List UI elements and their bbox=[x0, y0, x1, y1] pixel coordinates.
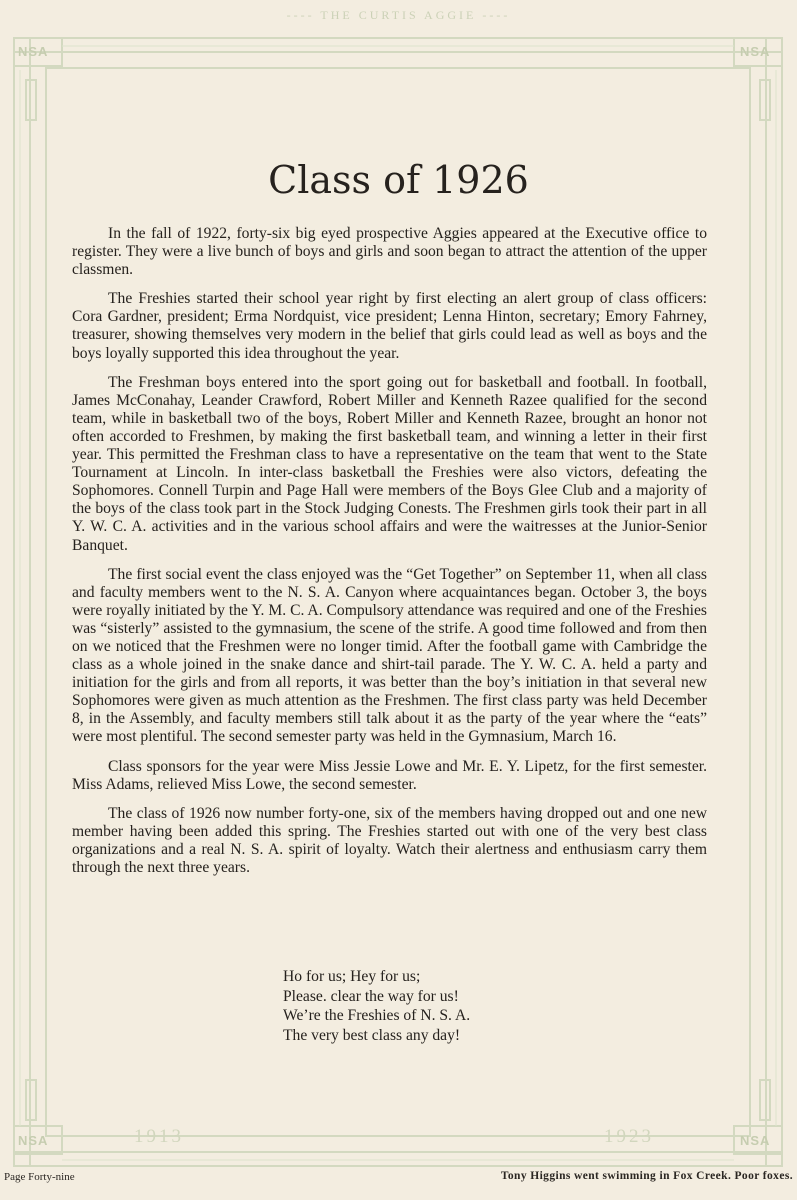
year-left: 1913 bbox=[134, 1126, 184, 1147]
paragraph: The class of 1926 now number forty-one, six of the members having dropped out and one new member having been added this spring. The Freshies started out with one of the very best class organizations and a real N. S. A. spirit of loyalty. Watch their alertness and enthusiasm carry them through the next three years. bbox=[72, 804, 707, 876]
poem-line: Please. clear the way for us! bbox=[283, 987, 459, 1005]
paragraph: In the fall of 1922, forty-six big eyed prospective Aggies appeared at the Executive office to register. They were a live bunch of boys and girls and soon began to attract the attention of the upper classmen. bbox=[72, 225, 707, 279]
paragraph: Class sponsors for the year were Miss Jessie Lowe and Mr. E. Y. Lipetz, for the first semester. Miss Adams, relieved Miss Lowe, the second semester. bbox=[72, 757, 707, 793]
poem-line: We’re the Freshies of N. S. A. bbox=[283, 1007, 471, 1025]
footer-joke: Tony Higgins went swimming in Fox Creek. Poor foxes. bbox=[500, 1170, 793, 1182]
article-body bbox=[72, 225, 707, 888]
page-number: Page Forty-nine bbox=[4, 1171, 75, 1183]
page-title: Class of 1926 bbox=[268, 158, 529, 202]
class-poem bbox=[283, 967, 583, 1045]
nsa-monogram-top-right: NSA bbox=[740, 44, 771, 59]
nsa-monogram-top-left: NSA bbox=[18, 44, 49, 59]
year-right: 1923 bbox=[604, 1126, 654, 1147]
poem-line: The very best class any day! bbox=[283, 1026, 461, 1044]
paragraph: The first social event the class enjoyed was the “Get Together” on September 11, when all class and faculty members went to the N. S. A. Canyon where acquaintances began. October 3, the boys were royally initiated by the Y. M. C. A. Compulsory attendance was required and one of the Freshies was “sisterly” assisted to the gymnasium, the scene of the strife. A good time followed and from then on we noticed that the Freshmen were no longer timid. After the football game with Cambridge the class as a whole joined in the snake dance and shirt-tail parade. The Y. W. C. A. held a party and initiation for the girls and from all reports, it was better than the boy’s initiation in that several new Sophomores were given as much attention as the Freshmen. The first class party was held December 8, in the Assembly, and faculty members still talk about it as the party of the year where the “eats” were most plentiful. The second semester party was held in the Gymnasium, March 16. bbox=[72, 565, 707, 746]
paragraph: The Freshman boys entered into the sport going out for basketball and football. In football, James McConahay, Leander Crawford, Robert Miller and Kenneth Razee qualified for the second team, while in basketball two of the boys, Robert Miller and Kenneth Razee, brought an honor not often accorded to Freshmen, by making the first basketball team, and winning a letter in their first year. This permitted the Freshman class to have a representative on the team that went to the State Tournament at Lincoln. In inter-class basketball the Freshies were also victors, defeating the Sophomores. Connell Turpin and Page Hall were members of the Boys Glee Club and a majority of the boys of the class took part in the Stock Judging Conests. The Freshmen girls took their part in all Y. W. C. A. activities and in the various school affairs and were the waitresses at the Junior-Senior Banquet. bbox=[72, 373, 707, 554]
nsa-monogram-bottom-left: NSA bbox=[18, 1133, 49, 1148]
nsa-monogram-bottom-right: NSA bbox=[740, 1133, 771, 1148]
running-head: ---- THE CURTIS AGGIE ---- bbox=[286, 8, 511, 22]
poem-line: Ho for us; Hey for us; bbox=[283, 968, 421, 985]
paragraph: The Freshies started their school year right by first electing an alert group of class officers: Cora Gardner, president; Erma Nordquist, vice president; Lenna Hinton, secretary; Emory Fahrney, treasurer, showing themselves very modern in the belief that girls could lead as well as boys and the boys loyally supported this idea throughout the year. bbox=[72, 290, 707, 362]
